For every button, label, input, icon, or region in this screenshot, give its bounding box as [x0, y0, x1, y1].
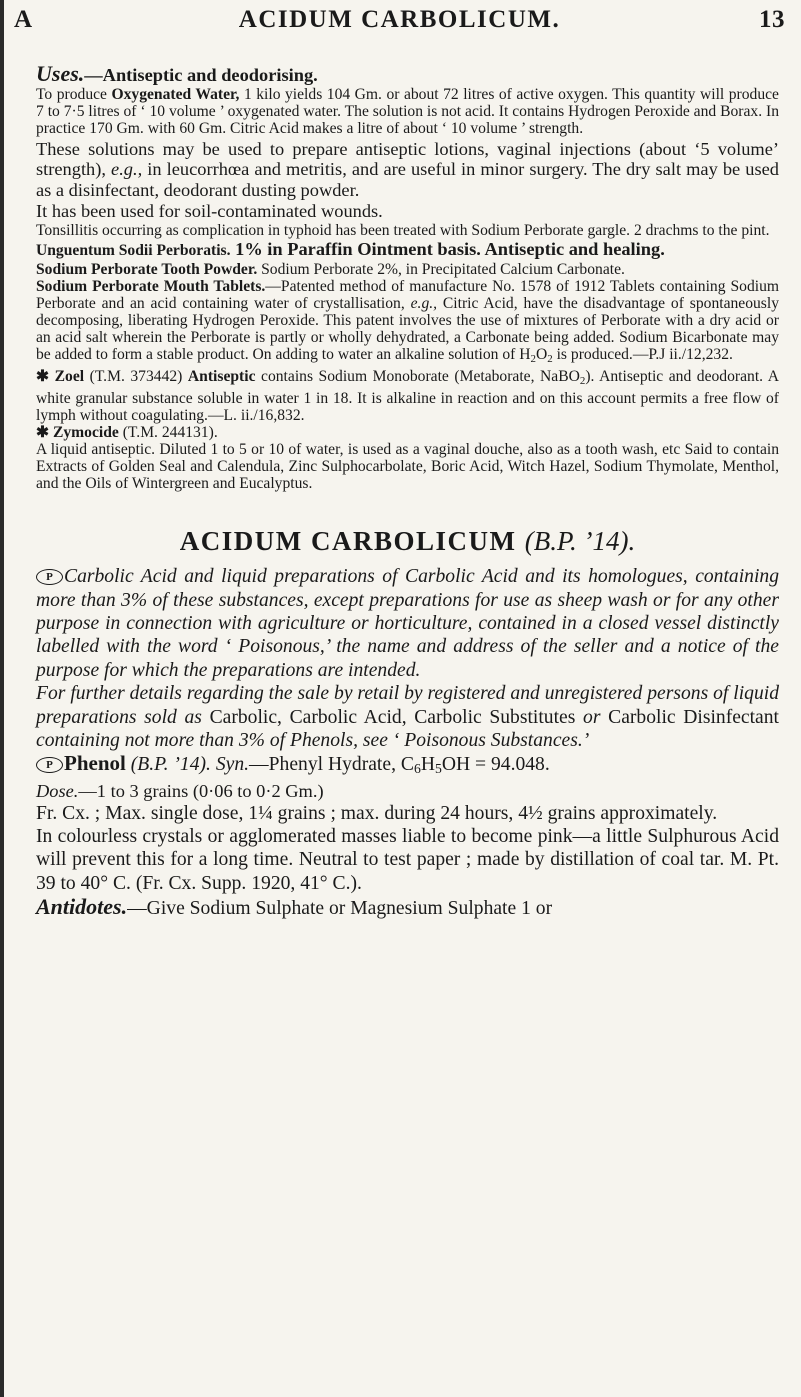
poison-schedule-text: Carbolic Acid and liquid preparations of Carbolic Acid and its homologues, containing more than 3% of these substances, except preparations for use as sheep wash or for any other purpose in connection with agriculture or horticulture, contained in a closed vessel distinctly labelled with the word ‘ Poisonous,’ the name and address of the seller and a notice of the purpose for which the preparations are intended.: [36, 566, 779, 681]
trademark-star-icon: ✱: [36, 368, 50, 386]
further-details-italic: For further details regarding the sale by retail by registered and unregistered persons of liquid preparations sold as: [36, 683, 779, 728]
zymocide-heading: [36, 424, 779, 441]
zoel-name: Zoel: [54, 368, 85, 386]
mouth-tablets-text-c: O: [535, 346, 548, 364]
mouth-tablets-text-d: is produced.—P.J ii./12,232.: [552, 346, 733, 364]
phenol-syn: —Phenyl Hydrate, C: [249, 754, 414, 776]
zymocide-paragraph: A liquid antiseptic. Diluted 1 to 5 or 10 of water, is used as a vaginal douche, also as a tooth wash, etc Said to contain Extracts of Golden Seal and Calendula, Zinc Sulphocarbolate, Boric Acid, Witch Hazel, Sodium Thymolate, Menthol, and the Oils of Wintergreen and Eucalyptus.: [36, 441, 779, 493]
section-title-ref: (B.P. ’14).: [524, 526, 636, 557]
zoel-paragraph: [36, 368, 779, 424]
phenol-syn-label: Syn.: [215, 754, 250, 776]
running-head-title: ACIDUM CARBOLICUM.: [238, 6, 561, 33]
mouth-tablets-text-b: Citric Acid, have the disadvantage of spontaneously decomposing, liberating Hydrogen Peroxide. This patent involves the use of mixtures of Perborate with a dry acid or an acid salt wherein the Perborate is partly or wholly dehydrated, a Carbonate being added. Sodium Bicarbonate may be added to form a stable product. On adding to water an alkaline solution of H: [36, 295, 779, 364]
tooth-powder-text: Sodium Perborate 2%, in Precipitated Calcium Carbonate.: [261, 261, 625, 279]
page-content: [36, 61, 779, 921]
mouth-tablets-name: Sodium Perborate Mouth Tablets.: [36, 278, 266, 296]
dose-label: Dose.: [36, 780, 79, 801]
trademark-star-icon: ✱: [36, 424, 50, 442]
formula-subscript: 6: [413, 761, 421, 777]
zoel-text-a: contains Sodium Monoborate (Metaborate, NaBO: [261, 368, 580, 386]
running-head-left: A: [14, 6, 33, 33]
dose-paragraph: [36, 781, 779, 802]
section-title-text: ACIDUM CARBOLICUM: [179, 526, 517, 557]
unguentum-paragraph: [36, 239, 779, 262]
running-head: [14, 6, 785, 36]
poison-mark-icon: P: [36, 569, 63, 585]
further-details-paragraph: [36, 682, 779, 752]
unguentum-name: Unguentum Sodii Perboratis.: [36, 241, 231, 259]
phenol-syn-2: H: [420, 754, 435, 776]
p2-post: in leucorrhœa and metritis, and are useful in minor surgery. The dry salt may be used as a disinfectant, deodorant dusting powder.: [36, 159, 779, 201]
further-details-italic-2: containing not more than 3% of Phenols, see ‘ Poisonous Substances.’: [36, 730, 590, 752]
poison-schedule-paragraph: [36, 565, 779, 682]
phenol-ref: (B.P. ’14).: [130, 754, 211, 776]
further-details-plain-2: Carbolic Disinfectant: [608, 706, 779, 728]
antidotes-label: Antidotes.: [36, 894, 128, 920]
solutions-paragraph: [36, 139, 779, 201]
zymocide-name: Zymocide: [52, 424, 119, 442]
section-title: [36, 526, 779, 557]
p2-pre: These solutions may be used to prepare antiseptic lotions, vaginal injections (about ‘5 volume’ strength),: [36, 138, 779, 180]
formula-subscript: 2: [547, 353, 553, 366]
unguentum-text: 1% in Paraffin Ointment basis. Antiseptic and healing.: [235, 238, 665, 259]
tooth-powder-name: Sodium Perborate Tooth Powder.: [36, 261, 258, 279]
antidotes-paragraph: [36, 895, 779, 920]
formula-subscript: 2: [579, 375, 586, 388]
further-details-plain: Carbolic, Carbolic Acid, Carbolic Substitutes: [209, 706, 576, 728]
uses-heading-rest: —Antiseptic and deodorising.: [84, 65, 318, 85]
poison-mark-icon: P: [36, 757, 63, 773]
dose-text: —1 to 3 grains (0·06 to 0·2 Gm.): [78, 780, 324, 801]
french-codex-dose-paragraph: Fr. Cx. ; Max. single dose, 1¼ grains ; max. during 24 hours, 4½ grains approximately.: [36, 802, 718, 824]
zoel-tm: (T.M. 373442): [89, 368, 183, 386]
zymocide-tm: (T.M. 244131).: [122, 424, 218, 442]
oxygenated-water-paragraph: [36, 86, 779, 137]
uses-heading: Uses.: [36, 61, 85, 86]
wounds-paragraph: It has been used for soil-contaminated wounds.: [36, 200, 383, 221]
p1-lead: To produce: [36, 85, 107, 103]
zoel-antiseptic: Antiseptic: [187, 368, 256, 386]
phenol-syn-3: OH = 94.048.: [441, 754, 550, 776]
page-edge-rule: [0, 0, 4, 1397]
tonsillitis-paragraph: Tonsillitis occurring as complication in typhoid has been treated with Sodium Perborate gargle. 2 drachms to the pint.: [36, 221, 770, 239]
formula-subscript: 5: [434, 761, 442, 777]
uses-heading-paragraph: [36, 61, 779, 86]
further-details-or: or: [583, 706, 601, 728]
formula-subscript: 2: [530, 353, 536, 366]
p2-eg: e.g.,: [111, 159, 143, 180]
phenol-heading-paragraph: [36, 752, 779, 780]
phenol-description-paragraph: In colourless crystals or agglomerated masses liable to become pink—a little Sulphurous Acid will prevent this for a long time. Neutral to test paper ; made by distillation of coal tar. M. Pt. 39 to 40° C. (Fr. Cx. Supp. 1920, 41° C.).: [36, 825, 779, 894]
zoel-text-b: ). Antiseptic and deodorant. A white granular substance soluble in water 1 in 18. It is alkaline in reaction and on this account permits a free flow of lymph without coagulating.—L. ii./16,832.: [36, 368, 779, 425]
mouth-tablets-paragraph: [36, 278, 779, 368]
phenol-name: Phenol: [64, 751, 126, 776]
mouth-tablets-text-a: —Patented method of manufacture No. 1578 of 1912 Tablets containing Sodium Perborate and an acid containing water of crystallisation,: [36, 278, 779, 313]
tooth-powder-paragraph: [36, 261, 779, 278]
p1-text: 1 kilo yields 104 Gm. or about 72 litres of active oxygen. This quantity will produce 7 to 7·5 litres of ‘ 10 volume ’ oxygenated water. The solution is not acid. It contains Hydrogen Peroxide and Borax. In practice 170 Gm. with 60 Gm. Citric Acid makes a litre of about ‘ 10 volume ’ strength.: [36, 85, 779, 137]
antidotes-text: —Give Sodium Sulphate or Magnesium Sulphate 1 or: [127, 898, 553, 920]
mouth-tablets-eg: e.g.,: [410, 295, 438, 313]
page-number: 13: [759, 6, 785, 33]
p1-bold: Oxygenated Water,: [111, 85, 240, 103]
